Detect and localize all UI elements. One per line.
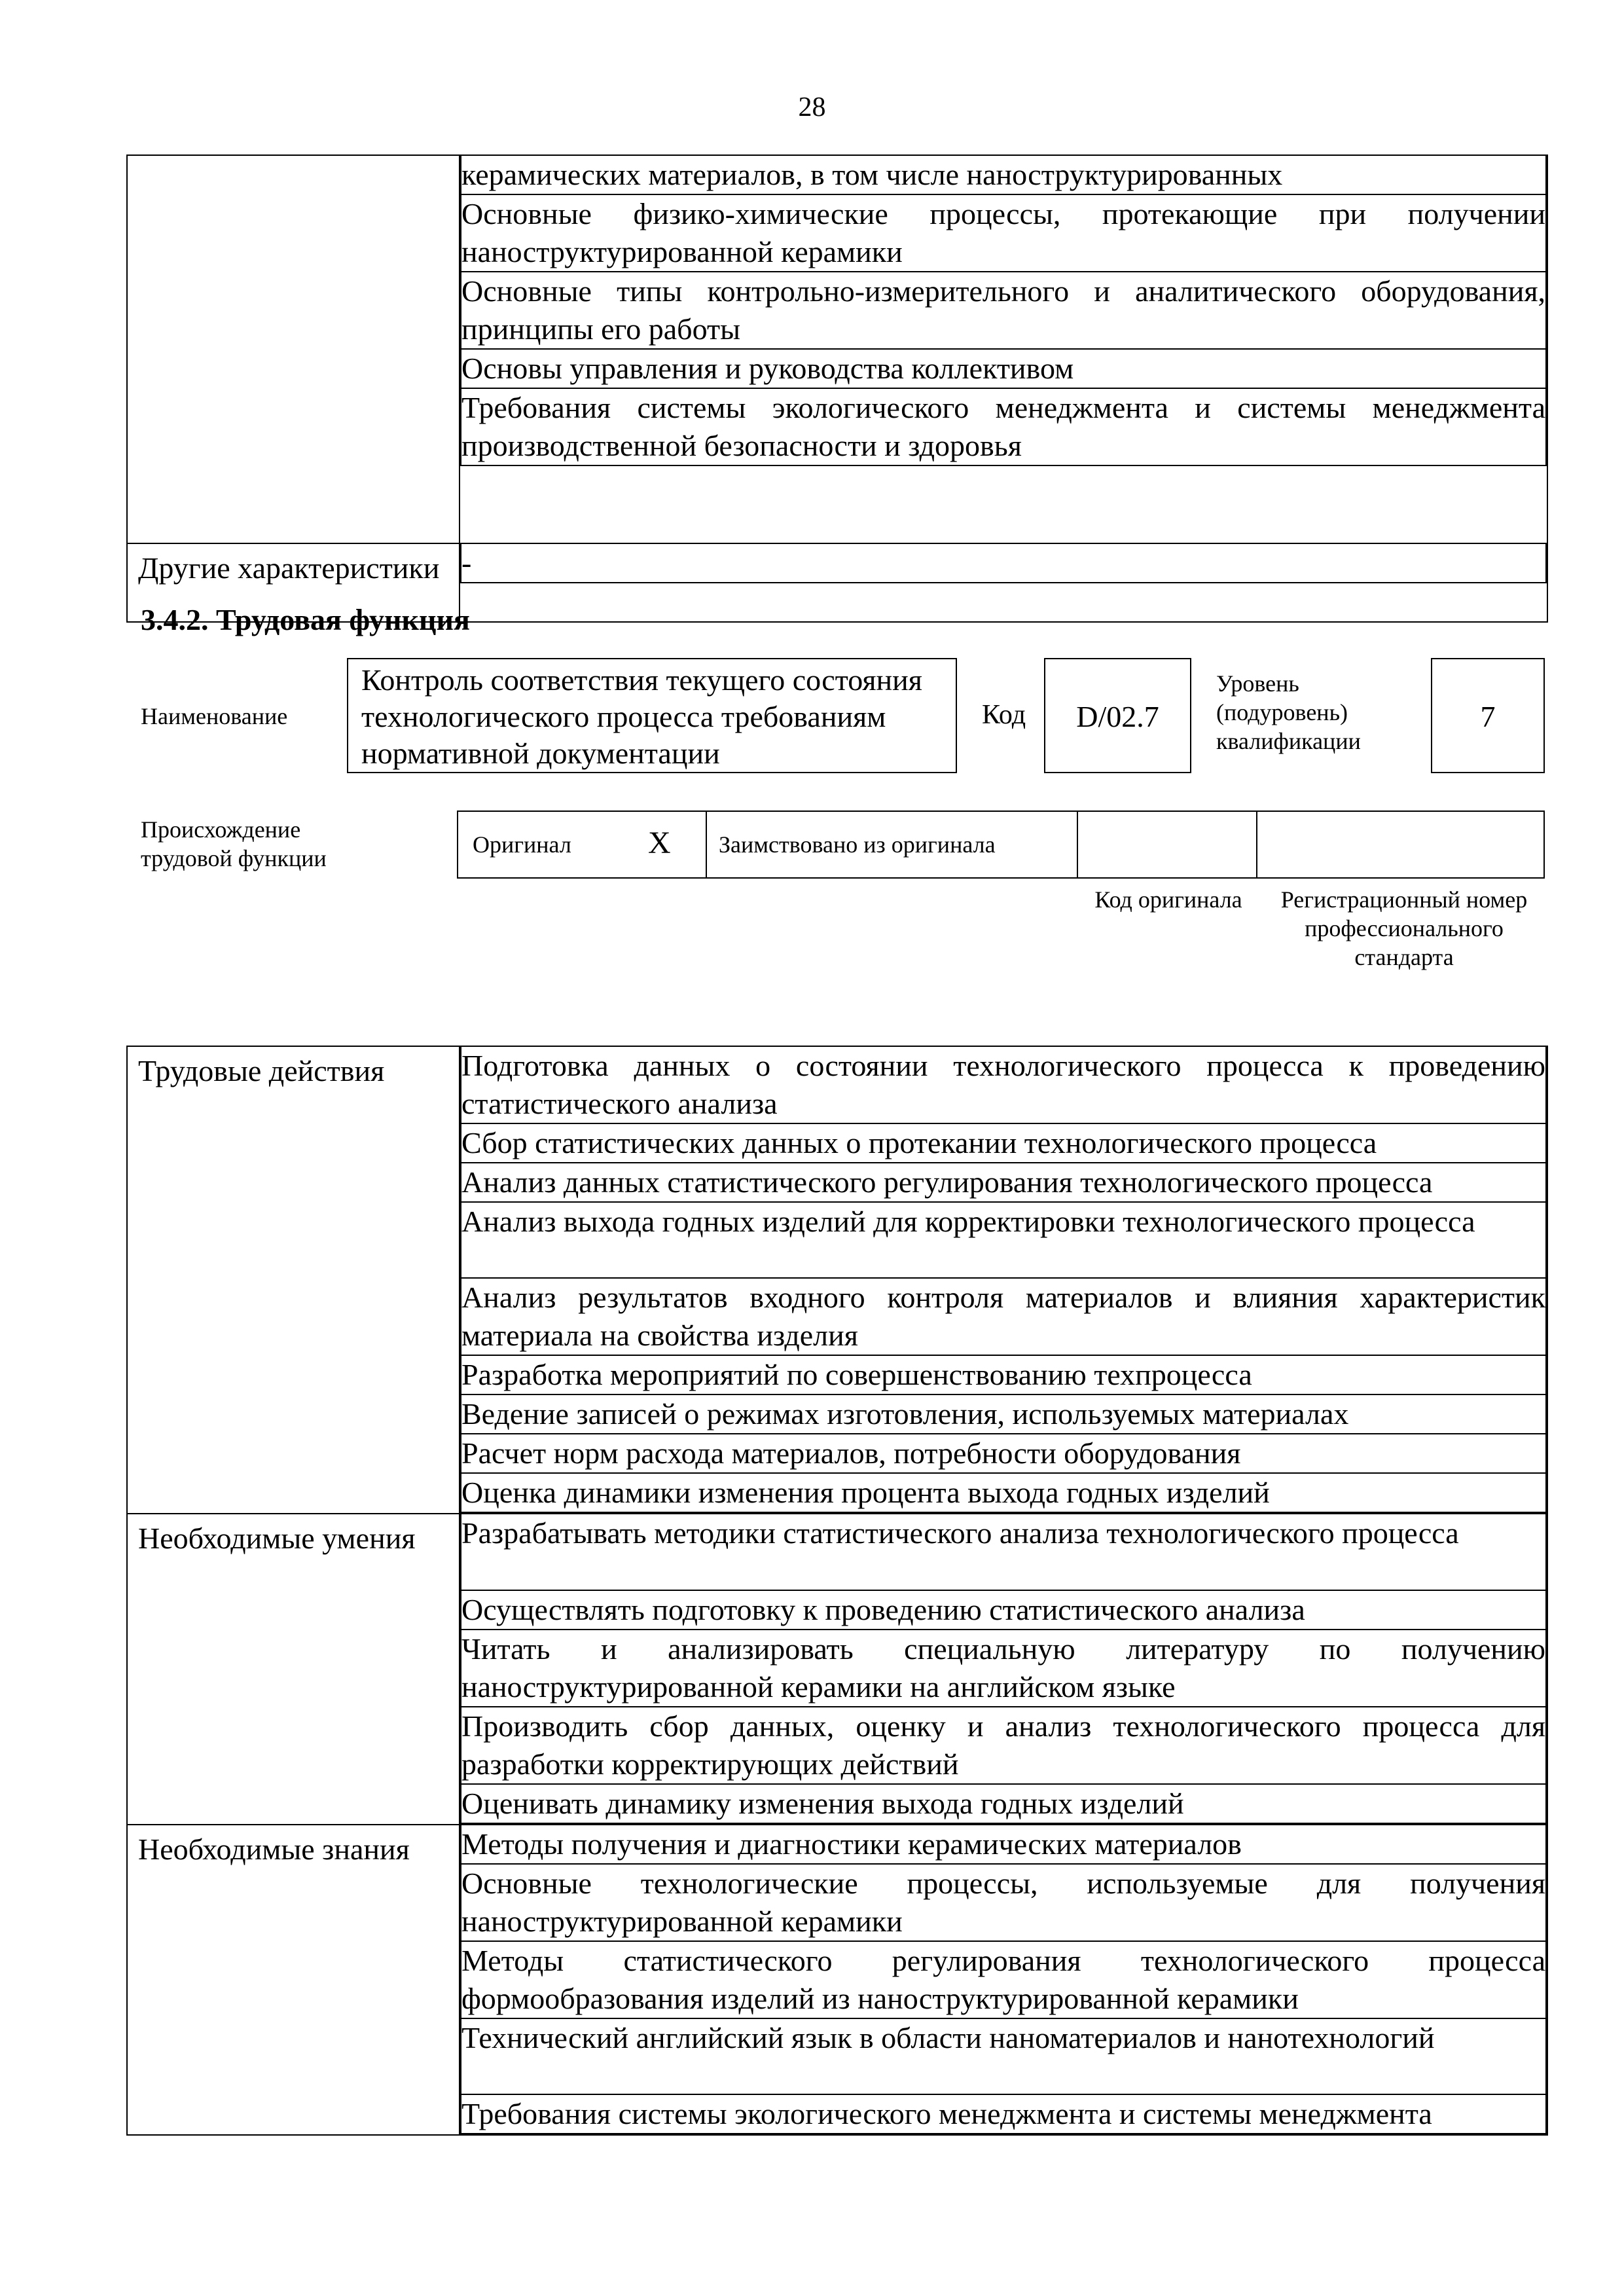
list-item: Основы управления и руководства коллективом bbox=[461, 349, 1546, 388]
borrowed-label: Заимствовано из оригинала bbox=[719, 831, 996, 858]
section-items bbox=[460, 1514, 1547, 1825]
list-item: Требования системы экологического менеджмента и системы менеджмента bbox=[461, 2094, 1546, 2134]
row-items bbox=[460, 155, 1547, 543]
list-item: Анализ данных статистического регулирования технологического процесса bbox=[461, 1163, 1546, 1202]
table-row bbox=[127, 1046, 1547, 1514]
name-label: Наименование bbox=[141, 703, 288, 729]
list-item: Оценка динамики изменения процента выхода годных изделий bbox=[461, 1473, 1546, 1512]
origin-cell-original bbox=[457, 811, 707, 879]
list-item: Производить сбор данных, оценку и анализ технологического процесса для разработки корректирующих действий bbox=[461, 1707, 1546, 1784]
list-item: Методы получения и диагностики керамических материалов bbox=[461, 1825, 1546, 1864]
code-box bbox=[1044, 658, 1191, 773]
original-label: Оригинал bbox=[473, 831, 571, 858]
list-item: Сбор статистических данных о протекании технологического процесса bbox=[461, 1123, 1546, 1163]
page-number: 28 bbox=[798, 92, 826, 122]
list-item: Осуществлять подготовку к проведению статистического анализа bbox=[461, 1590, 1546, 1630]
list-item: Требования системы экологического менеджмента и системы менеджмента производственной безопасности и здоровья bbox=[461, 388, 1546, 465]
list-item: Подготовка данных о состоянии технологического процесса к проведению статистического анализа bbox=[461, 1047, 1546, 1123]
list-item: - bbox=[461, 544, 1546, 583]
table-row bbox=[127, 1514, 1547, 1825]
section-label: Трудовые действия bbox=[127, 1046, 460, 1514]
function-name-box bbox=[347, 658, 957, 773]
list-item: Методы статистического регулирования технологического процесса формообразования изделий из наноструктурированной керамики bbox=[461, 1941, 1546, 2018]
section-items bbox=[460, 1825, 1547, 2135]
level-label: Уровень (подуровень) квалификации bbox=[1216, 670, 1361, 754]
main-table bbox=[126, 1046, 1548, 2136]
function-name: Контроль соответствия текущего состояния технологического процесса требованиям нормативной документации bbox=[361, 663, 922, 770]
list-item: Расчет норм расхода материалов, потребности оборудования bbox=[461, 1434, 1546, 1473]
list-item: Основные типы контрольно-измерительного и аналитического оборудования, принципы его работы bbox=[461, 272, 1546, 349]
list-item: Ведение записей о режимах изготовления, используемых материалах bbox=[461, 1394, 1546, 1434]
list-item: керамических материалов, в том числе наноструктурированных bbox=[461, 156, 1546, 194]
level-box bbox=[1431, 658, 1545, 773]
row-label: Другие характеристики bbox=[127, 543, 460, 622]
original-mark: X bbox=[648, 826, 671, 860]
list-item: Анализ выхода годных изделий для корректировки технологического процесса bbox=[461, 1202, 1546, 1278]
origin-code-cell bbox=[1077, 811, 1257, 879]
list-item: Разработка мероприятий по совершенствованию техпроцесса bbox=[461, 1355, 1546, 1394]
row-items bbox=[460, 543, 1547, 622]
list-item: Оценивать динамику изменения выхода годных изделий bbox=[461, 1784, 1546, 1823]
list-item: Анализ результатов входного контроля материалов и влияния характеристик материала на свойства изделия bbox=[461, 1278, 1546, 1355]
section-heading: 3.4.2. Трудовая функция bbox=[141, 603, 470, 636]
code-caption: Код оригинала bbox=[1094, 886, 1242, 913]
list-item: Основные физико-химические процессы, протекающие при получении наноструктурированной керамики bbox=[461, 194, 1546, 272]
origin-label: Происхождение трудовой функции bbox=[141, 816, 327, 871]
code-value: D/02.7 bbox=[1076, 700, 1159, 733]
list-item: Читать и анализировать специальную литературу по получению наноструктурированной керамики на английском языке bbox=[461, 1630, 1546, 1707]
section-items bbox=[460, 1046, 1547, 1514]
section-label: Необходимые умения bbox=[127, 1514, 460, 1825]
code-label: Код bbox=[982, 700, 1026, 730]
level-value: 7 bbox=[1480, 700, 1496, 733]
reg-caption: Регистрационный номер профессионального стандарта bbox=[1280, 886, 1528, 970]
list-item: Разрабатывать методики статистического анализа технологического процесса bbox=[461, 1514, 1546, 1590]
list-item: Технический английский язык в области наноматериалов и нанотехнологий bbox=[461, 2018, 1546, 2094]
section-label: Необходимые знания bbox=[127, 1825, 460, 2135]
row-label bbox=[127, 155, 460, 543]
table-row bbox=[127, 155, 1547, 543]
table-row bbox=[127, 1825, 1547, 2135]
list-item: Основные технологические процессы, используемые для получения наноструктурированной керамики bbox=[461, 1864, 1546, 1941]
continuation-table bbox=[126, 155, 1548, 623]
